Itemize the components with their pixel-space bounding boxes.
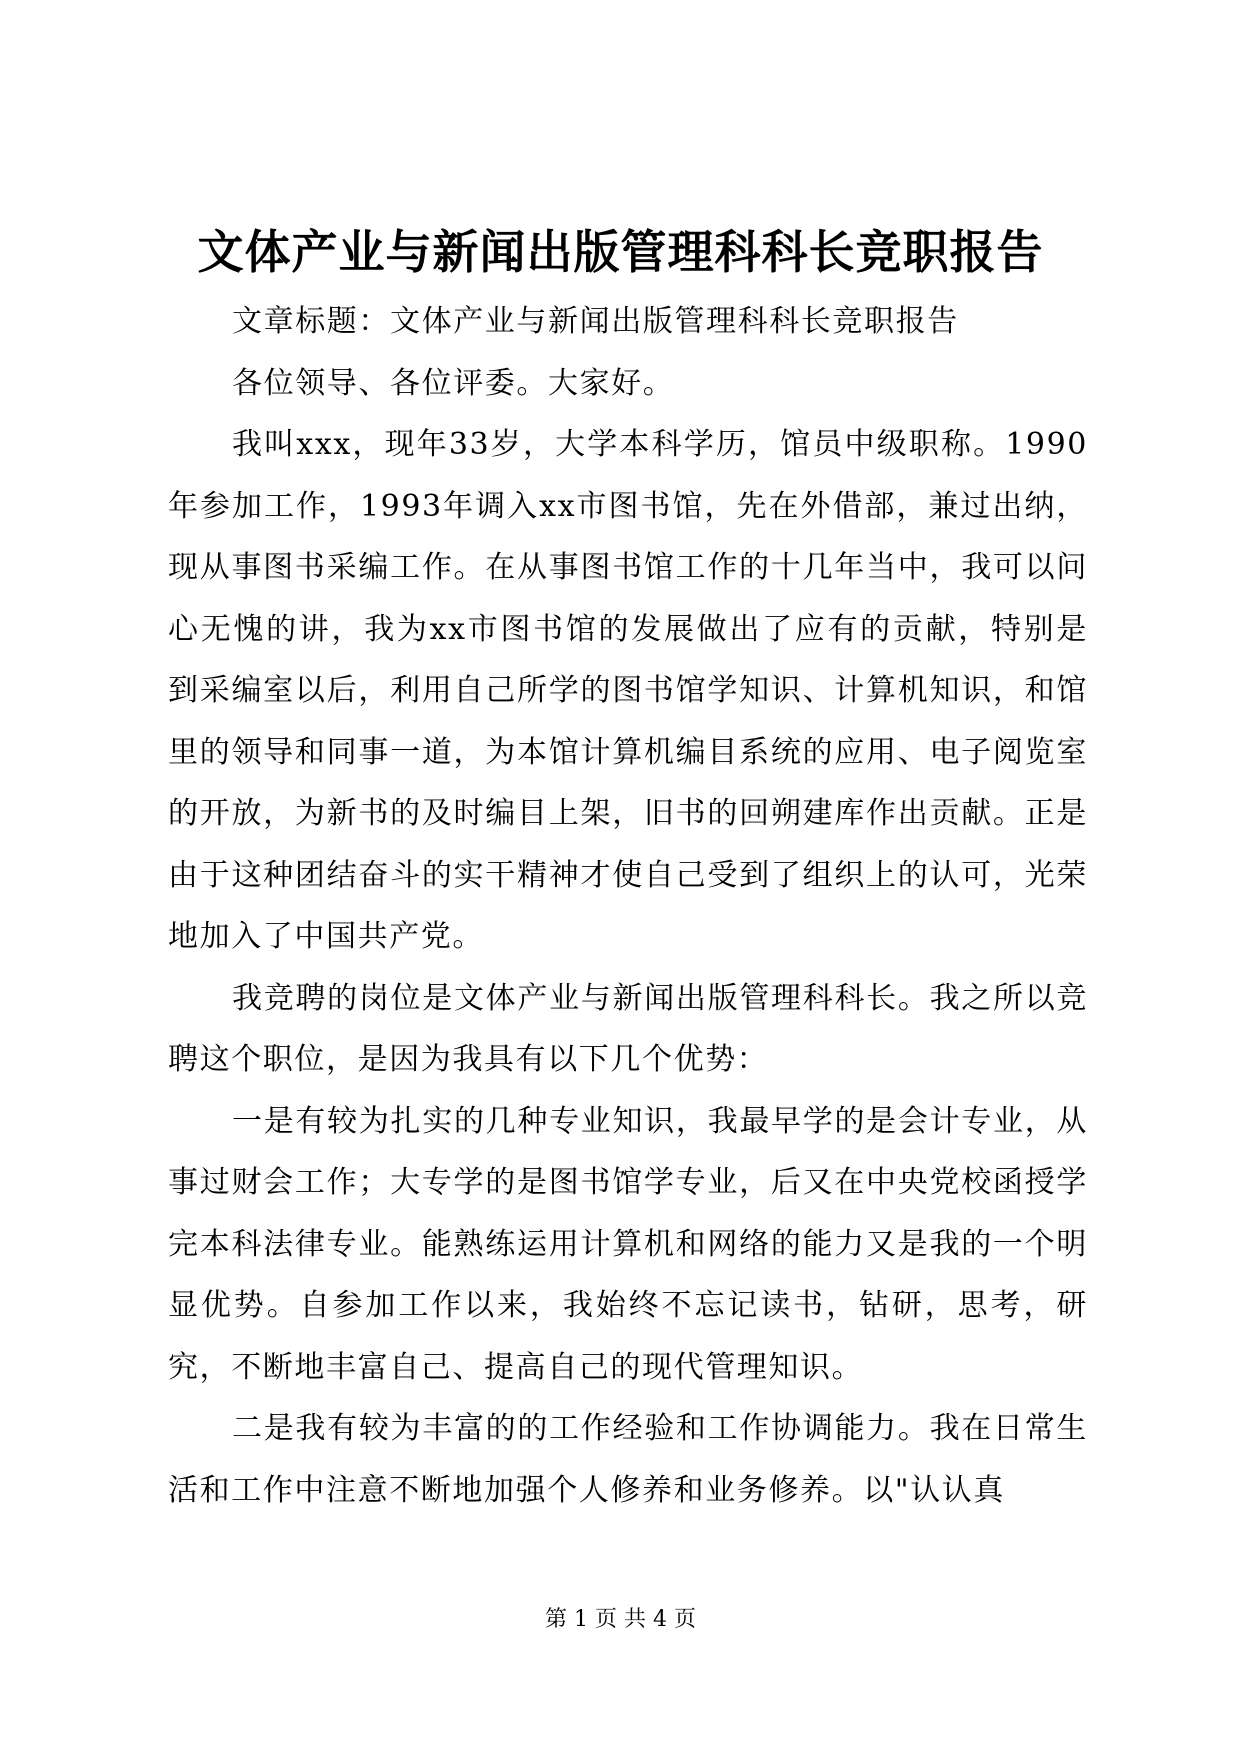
paragraph-advantage-one: 一是有较为扎实的几种专业知识，我最早学的是会计专业，从事过财会工作；大专学的是图书馆学专业，后又在中央党校函授学完本科法律专业。能熟练运用计算机和网络的能力又是我的一个明显优势。自参加工作以来，我始终不忘记读书，钻研，思考，研究，不断地丰富自己、提高自己的现代管理知识。 xyxy=(168,1103,1088,1385)
paragraph-advantage-two: 二是我有较为丰富的的工作经验和工作协调能力。我在日常生活和工作中注意不断地加强个人修养和业务修养。以"认认真 xyxy=(168,1411,1088,1508)
document-body xyxy=(168,291,1088,1521)
paragraph-article-title: 文章标题：文体产业与新闻出版管理科科长竞职报告 xyxy=(232,304,959,339)
document-title: 文体产业与新闻出版管理科科长竞职报告 xyxy=(197,225,1044,279)
paragraph-greeting: 各位领导、各位评委。大家好。 xyxy=(232,365,675,401)
paragraph-position-applied: 我竞聘的岗位是文体产业与新闻出版管理科科长。我之所以竞聘这个职位，是因为我具有以下几个优势： xyxy=(168,980,1088,1077)
page-footer: 第 1 页 共 4 页 xyxy=(545,1607,696,1632)
paragraph-self-introduction: 我叫xxx，现年33岁，大学本科学历，馆员中级职称。1990年参加工作，1993年调入xx市图书馆，先在外借部，兼过出纳，现从事图书采编工作。在从事图书馆工作的十几年当中，我可以问心无愧的讲，我为xx市图书馆的发展做出了应有的贡献，特别是到采编室以后，利用自己所学的图书馆学知识、计算机知识，和馆里的领导和同事一道，为本馆计算机编目系统的应用、电子阅览室的开放，为新书的及时编目上架，旧书的回朔建库作出贡献。正是由于这种团结奋斗的实干精神才使自己受到了组织上的认可，光荣地加入了中国共产党。 xyxy=(168,427,1088,954)
